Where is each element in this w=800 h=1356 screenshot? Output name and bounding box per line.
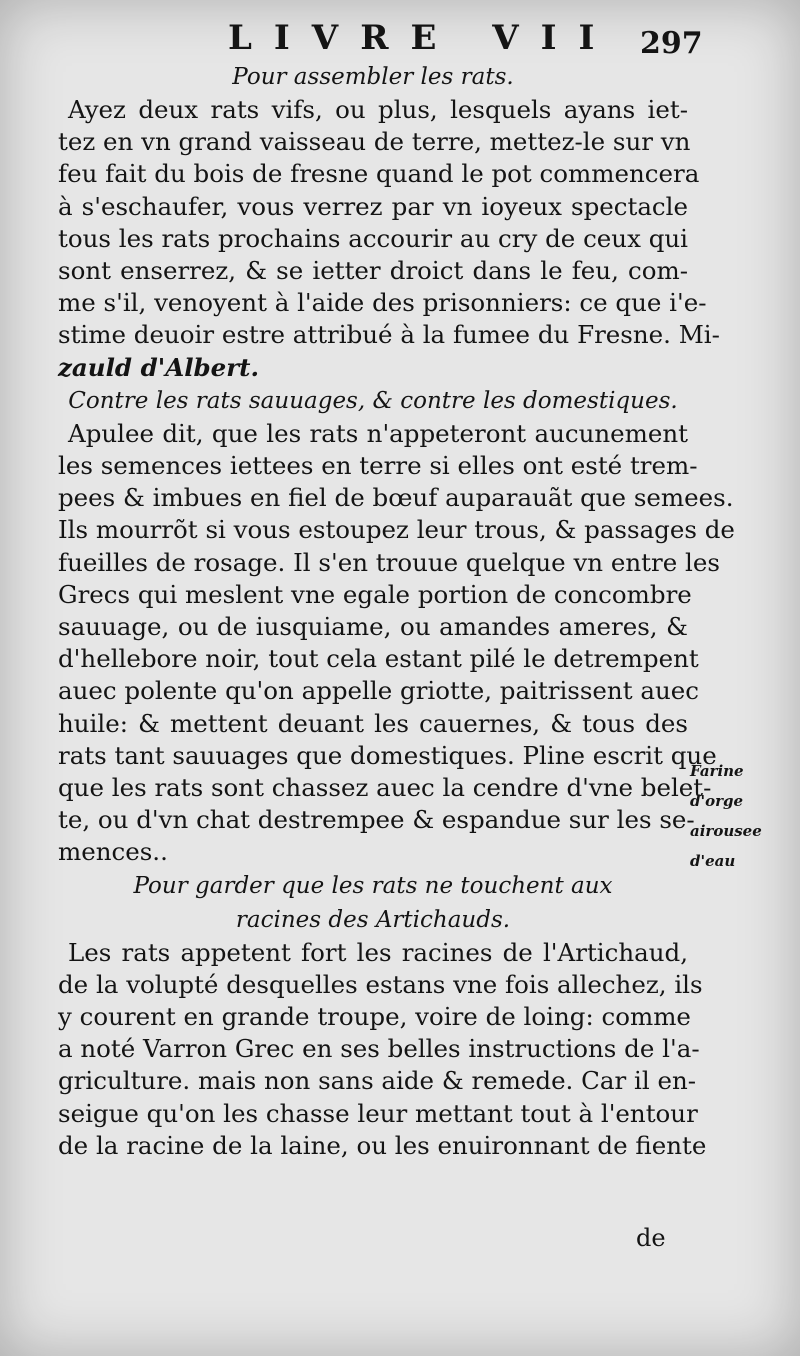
text-line: huile: & mettent deuant les cauernes, & tous des: [58, 708, 688, 738]
text-line: pees & imbues en fiel de bœuf auparauãt que semees.: [58, 483, 734, 513]
text-line: tous les rats prochains accourir au cry de ceux qui: [58, 223, 688, 253]
text-line: Ayez deux rats vifs, ou plus, lesquels ayans iet-: [68, 95, 688, 124]
text-line: a noté Varron Grec en ses belles instructions de l'a-: [58, 1034, 700, 1064]
text-line: y courent en grande troupe, voire de loing: comme: [58, 1002, 691, 1032]
margin-note-line: d'eau: [690, 852, 736, 870]
running-title: LIVRE VII: [228, 18, 617, 58]
text-line: te, ou d'vn chat destrempee & espandue sur les se-: [58, 805, 695, 835]
text-line: fueilles de rosage. Il s'en trouue quelque vn entre les: [58, 547, 720, 577]
text-line: à s'eschaufer, vous verrez par vn ioyeux spectacle: [58, 191, 688, 221]
section-heading: Contre les rats sauuages, & contre les domestiques.: [68, 387, 678, 414]
section-heading: Pour garder que les rats ne touchent aux racines des Artichauds.: [133, 872, 613, 933]
text-line: feu fait du bois de fresne quand le pot commencera: [58, 159, 700, 189]
text-line: Les rats appetent fort les racines de l'Artichaud,: [68, 937, 688, 967]
margin-note: [690, 756, 790, 876]
text-line: auec polente qu'on appelle griotte, paitrissent auec: [58, 676, 699, 706]
text-line: seigue qu'on les chasse leur mettant tout à l'entour: [58, 1098, 698, 1128]
text-line: d'hellebore noir, tout cela estant pilé le detrempent: [58, 644, 699, 674]
page-number: 297: [640, 26, 703, 61]
text-line: me s'il, venoyent à l'aide des prisonniers: ce que i'e-: [58, 288, 707, 318]
margin-note-line: d'orge: [690, 792, 744, 810]
text-line: sont enserrez, & se ietter droict dans le feu, com-: [58, 256, 688, 286]
catchword: de: [636, 1224, 666, 1252]
text-line: sauuage, ou de iusquiame, ou amandes ameres, &: [58, 612, 688, 642]
text-line: Ils mourrõt si vous estoupez leur trous, & passages de: [58, 515, 735, 545]
text-line: rats tant sauuages que domestiques. Pline escrit que: [58, 740, 717, 770]
text-line: de la volupté desquelles estans vne fois allechez, ils: [58, 969, 703, 999]
text-line: griculture. mais non sans aide & remede. Car il en-: [58, 1066, 697, 1096]
author-attribution: zauld d'Albert.: [58, 352, 259, 382]
text-line: de la racine de la laine, ou les enuironnant de fiente: [58, 1130, 707, 1160]
section-artichauds: [58, 869, 707, 1162]
text-line: les semences iettees en terre si elles ont esté trem-: [58, 451, 698, 481]
margin-note-line: airousee: [690, 822, 762, 840]
text-line: stime deuoir estre attribué à la fumee du Fresne. Mi-: [58, 320, 720, 350]
section-heading: Pour assembler les rats.: [232, 64, 514, 90]
page-header: [0, 18, 800, 62]
margin-note-line: Farine: [690, 762, 744, 780]
text-line: Apulee dit, que les rats n'appeteront aucunement: [68, 418, 688, 448]
text-line: que les rats sont chassez auec la cendre d'vne belet-: [58, 773, 712, 803]
section-assembler-rats: [58, 60, 720, 384]
text-line: Grecs qui meslent vne egale portion de concombre: [58, 579, 692, 609]
text-line: tez en vn grand vaisseau de terre, mettez-le sur vn: [58, 127, 691, 157]
text-line: mences..: [58, 837, 168, 867]
